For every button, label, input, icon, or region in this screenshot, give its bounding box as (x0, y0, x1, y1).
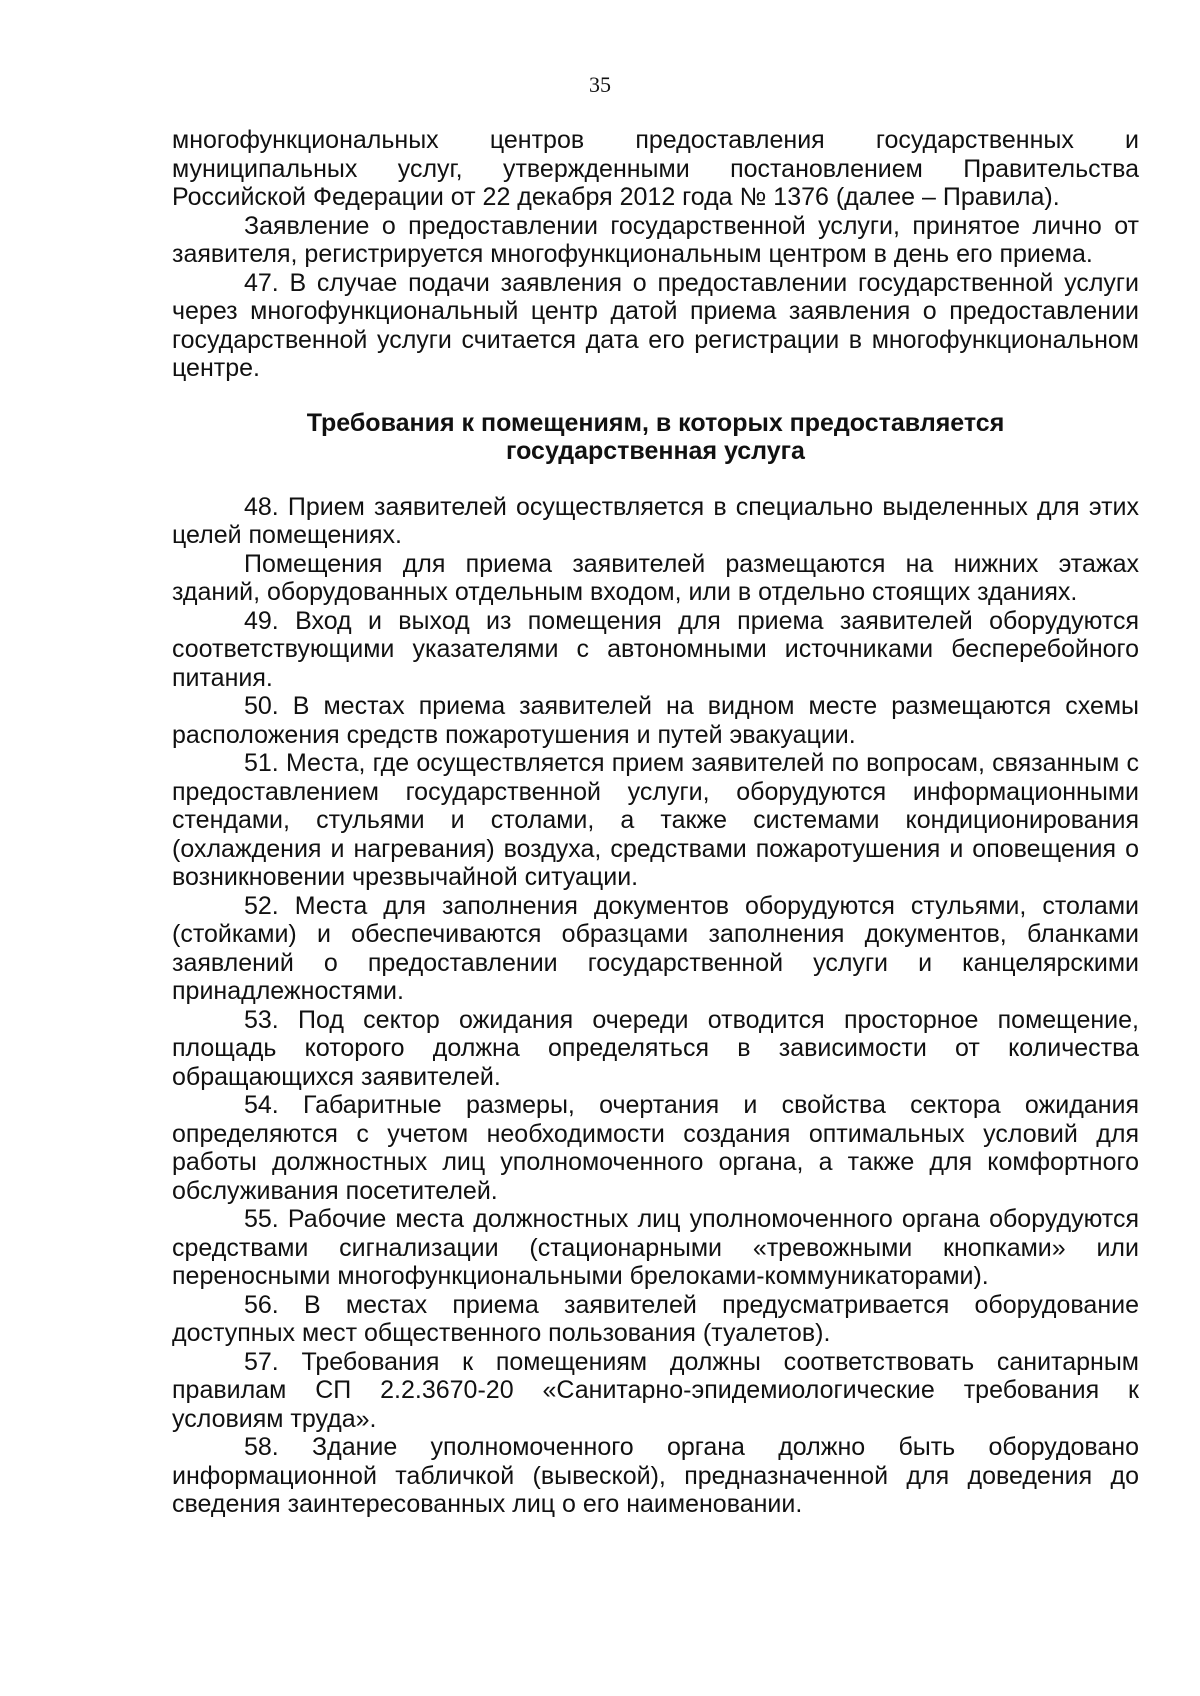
paragraph-53: 53. Под сектор ожидания очереди отводится просторное помещение, площадь которого должна определяться в зависимости от количества обращающихся заявителей. (172, 1005, 1139, 1091)
section-heading (172, 409, 1139, 466)
paragraph-48: 48. Прием заявителей осуществляется в специально выделенных для этих целей помещениях. (172, 492, 1139, 549)
paragraph-57: 57. Требования к помещениям должны соответствовать санитарным правилам СП 2.2.3670-20 «Санитарно-эпидемиологические требования к условиям труда». (172, 1347, 1139, 1433)
section-heading-line-1: Требования к помещениям, в которых предоставляется (306, 408, 1005, 437)
paragraph-49: 49. Вход и выход из помещения для приема заявителей оборудуются соответствующими указателями с автономными источниками бесперебойного питания. (172, 606, 1139, 692)
paragraph-51: 51. Места, где осуществляется прием заявителей по вопросам, связанным с предоставлением государственной услуги, оборудуются информационными стендами, стульями и столами, а также системами кондиционирования (охлаждения и нагревания) воздуха, средствами пожаротушения и оповещения о возникновении чрезвычайной ситуации. (172, 749, 1139, 891)
paragraph: Заявление о предоставлении государственной услуги, принятое лично от заявителя, регистрируется многофункциональным центром в день его приема. (172, 211, 1139, 268)
paragraph-47: 47. В случае подачи заявления о предоставлении государственной услуги через многофункциональный центр датой приема заявления о предоставлении государственной услуги считается дата его регистрации в многофункциональном центре. (172, 268, 1139, 382)
document-body (172, 126, 1139, 1519)
paragraph-58: 58. Здание уполномоченного органа должно быть оборудовано информационной табличкой (вывеской), предназначенной для доведения до сведения заинтересованных лиц о его наименовании. (172, 1433, 1139, 1518)
page-number: 35 (589, 72, 611, 97)
paragraph-50: 50. В местах приема заявителей на видном месте размещаются схемы расположения средств пожаротушения и путей эвакуации. (172, 692, 1139, 749)
paragraph-56: 56. В местах приема заявителей предусматривается оборудование доступных мест общественного пользования (туалетов). (172, 1290, 1139, 1347)
paragraph-55: 55. Рабочие места должностных лиц уполномоченного органа оборудуются средствами сигнализации (стационарными «тревожными кнопками» или переносными многофункциональными брелоками-коммуникаторами). (172, 1205, 1139, 1290)
paragraph-continuation: многофункциональных центров предоставления государственных и муниципальных услуг, утвержденными постановлением Правительства Российской Федерации от 22 декабря 2012 года № 1376 (далее – Правила). (172, 126, 1139, 211)
paragraph-54: 54. Габаритные размеры, очертания и свойства сектора ожидания определяются с учетом необходимости создания оптимальных условий для работы должностных лиц уполномоченного органа, а также для комфортного обслуживания посетителей. (172, 1091, 1139, 1205)
paragraph: Помещения для приема заявителей размещаются на нижних этажах зданий, оборудованных отдельным входом, или в отдельно стоящих зданиях. (172, 549, 1139, 606)
paragraph-52: 52. Места для заполнения документов оборудуются стульями, столами (стойками) и обеспечиваются образцами заполнения документов, бланками заявлений о предоставлении государственной услуги и канцелярскими принадлежностями. (172, 891, 1139, 1005)
section-heading-line-2: государственная услуга (506, 437, 805, 465)
